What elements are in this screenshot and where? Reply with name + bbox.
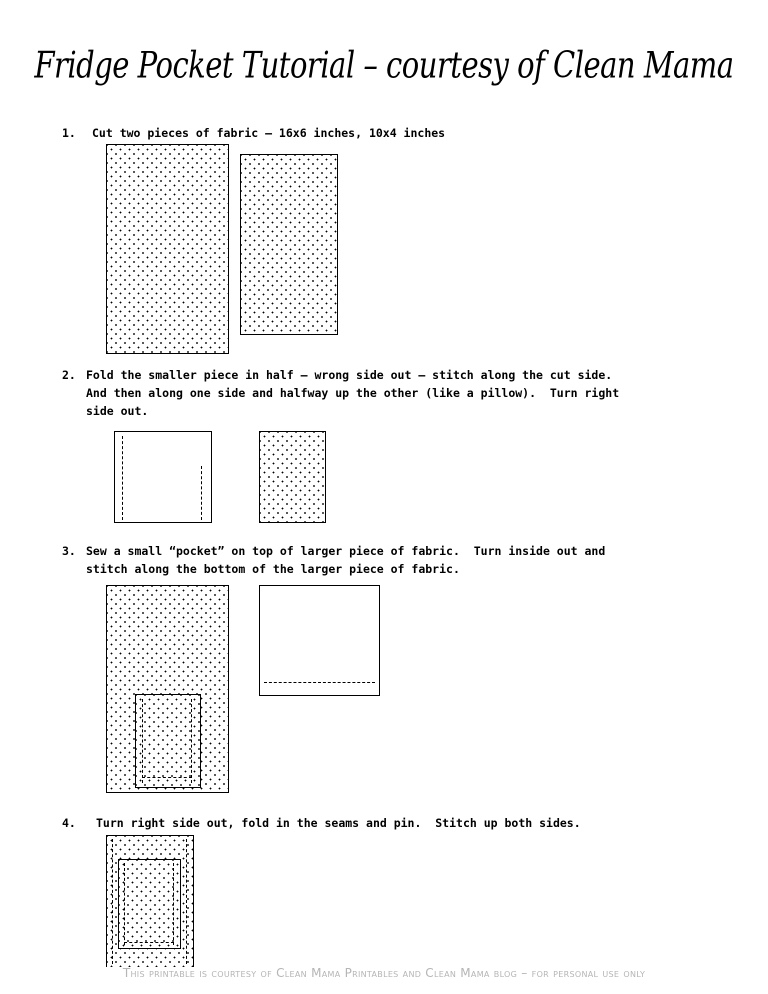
stitch-line [124,863,125,945]
step-text-line: Fold the smaller piece in half – wrong side out – stitch along the cut side. [86,368,613,382]
step-text-line: side out. [86,404,149,418]
finished-fridge-pocket [106,835,194,967]
stitch-line [142,699,143,783]
footer-note: This printable is courtesy of Clean Mama Printables and Clean Mama blog – for personal use only [122,966,646,980]
step-text-line: Turn right side out, fold in the seams and pin. Stitch up both sides. [96,816,581,830]
pocket-outline [118,859,181,949]
fabric-large-piece [106,144,229,354]
step-2 [62,366,619,420]
step-4 [62,814,581,832]
step-number: 4. [62,816,76,830]
fabric-small-piece [240,154,338,335]
step-number: 1. [62,126,76,140]
step-3 [62,542,605,578]
stitch-line [122,436,123,520]
stitch-line [112,839,113,964]
step-text-line: Sew a small “pocket” on top of larger piece of fabric. Turn inside out and [86,544,606,558]
folded-piece-wrong-side [114,431,212,523]
step-number: 2. [62,368,76,382]
stitch-line [201,466,202,520]
step-number: 3. [62,544,76,558]
stitch-line [173,863,174,945]
stitch-line [124,942,174,943]
step-text-line: Cut two pieces of fabric – 16x6 inches, 10x4 inches [92,126,446,140]
large-fabric-inside-out [259,585,380,696]
stitch-line [264,682,375,683]
small-pocket [135,694,201,788]
stitch-line [142,777,192,778]
stitch-line [186,839,187,964]
stitch-line [191,699,192,783]
page-title: Fridge Pocket Tutorial – courtesy of Clean Mama [34,43,734,87]
large-fabric-with-pocket [106,585,229,793]
folded-piece-right-side [259,431,326,523]
step-1 [62,124,445,142]
step-text-line: And then along one side and halfway up the other (like a pillow). Turn right [86,386,620,400]
step-text-line: stitch along the bottom of the larger piece of fabric. [86,562,460,576]
